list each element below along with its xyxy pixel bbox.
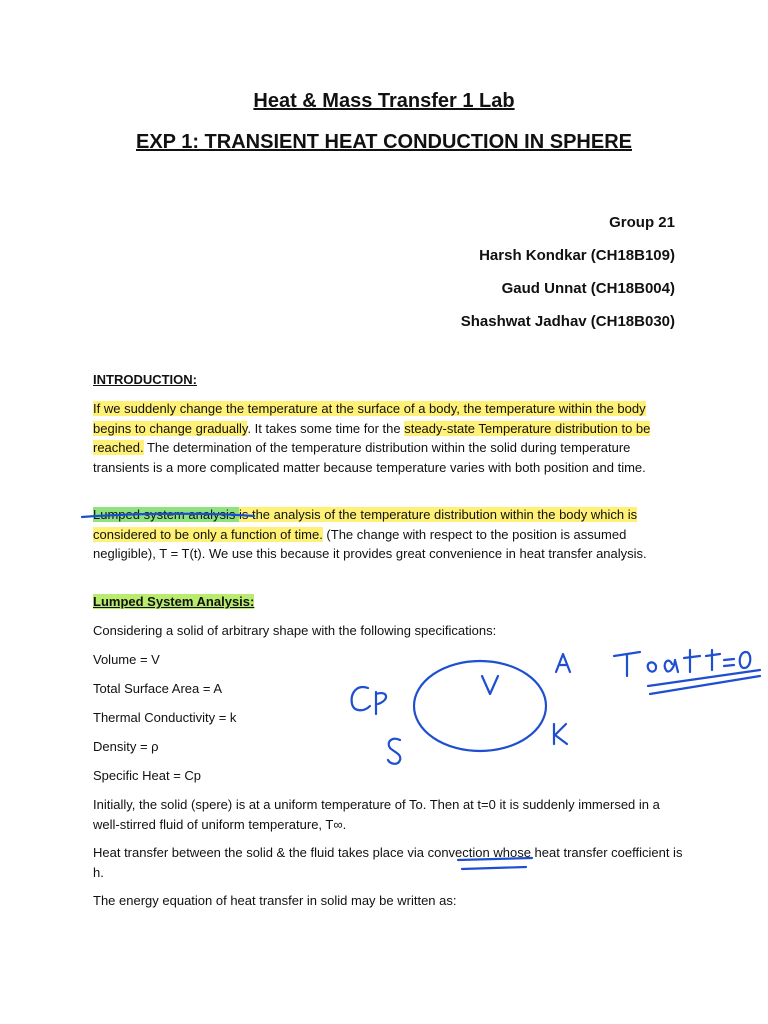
highlight-lumped-system: Lumped system analysis — [93, 507, 239, 522]
introduction-paragraph-1 — [93, 399, 683, 477]
member-2: Gaud Unnat (CH18B004) — [501, 280, 675, 297]
to-double-underline — [648, 670, 760, 694]
spec-density: Density = ρ — [93, 739, 159, 754]
cp-label-p — [376, 692, 386, 714]
at-label-a — [665, 660, 678, 672]
intro-text-c: (The change with respect to the position is assumed negligible), T = T(t). We use this because it provides great convenience in heat transfer analysis. — [93, 526, 647, 561]
t-label — [706, 650, 720, 670]
lumped-intro: Considering a solid of arbitrary shape with the following specifications: — [93, 623, 497, 638]
a-label — [556, 654, 570, 672]
lumped-heading: Lumped System Analysis: — [93, 594, 255, 609]
initial-condition-paragraph: Initially, the solid (spere) is at a uniform temperature of To. Then at t=0 it is suddenly immersed in a well-stirred fluid of uniform temperature, T∞. — [93, 797, 660, 832]
spec-conductivity: Thermal Conductivity = k — [93, 710, 237, 725]
sphere-sketch — [414, 661, 546, 751]
k-label — [554, 724, 567, 744]
s-label — [388, 739, 400, 764]
to-label-t — [614, 652, 640, 676]
member-3: Shashwat Jadhav (CH18B030) — [460, 313, 675, 330]
group-name: Group 21 — [609, 214, 675, 231]
document-title: Heat & Mass Transfer 1 Lab — [253, 90, 515, 112]
introduction-heading: INTRODUCTION: — [93, 372, 197, 387]
v-label — [482, 676, 498, 694]
spec-area: Total Surface Area = A — [93, 681, 222, 696]
member-1: Harsh Kondkar (CH18B109) — [479, 247, 675, 264]
heat-transfer-text-a: Heat transfer between the solid & the fluid takes place via — [93, 845, 428, 860]
experiment-title: EXP 1: TRANSIENT HEAT CONDUCTION IN SPHERE — [136, 131, 632, 153]
spec-specific-heat: Specific Heat = Cp — [93, 768, 202, 783]
convection-word: convection — [427, 845, 490, 860]
highlight-steady-state: steady-state Temperature distribution to be reached. — [93, 420, 651, 455]
cp-label-c — [352, 687, 370, 710]
zero-label — [740, 652, 751, 668]
introduction-paragraph-2 — [93, 505, 683, 564]
highlight-sudden-change: If we suddenly change the temperature at the surface of a body, the temperature within the body begins to change gradually — [93, 401, 646, 436]
equals-sign — [724, 659, 734, 666]
to-label-o — [648, 662, 656, 671]
energy-equation-intro: The energy equation of heat transfer in solid may be written as: — [93, 893, 457, 908]
heat-transfer-paragraph — [93, 843, 683, 882]
heat-transfer-text-b: whose heat transfer coefficient is h. — [93, 845, 683, 880]
intro-text-a: . It takes some time for the — [247, 420, 405, 436]
spec-volume: Volume = V — [93, 652, 160, 667]
at-label-t — [684, 650, 700, 672]
intro-text-b: The determination of the temperature distribution within the solid during temperature transients is a more complicated matter because temperature varies with both position and time. — [93, 440, 646, 475]
highlight-analysis-definition: is the analysis of the temperature distribution within the body which is considered to be only a function of time. — [93, 507, 638, 542]
